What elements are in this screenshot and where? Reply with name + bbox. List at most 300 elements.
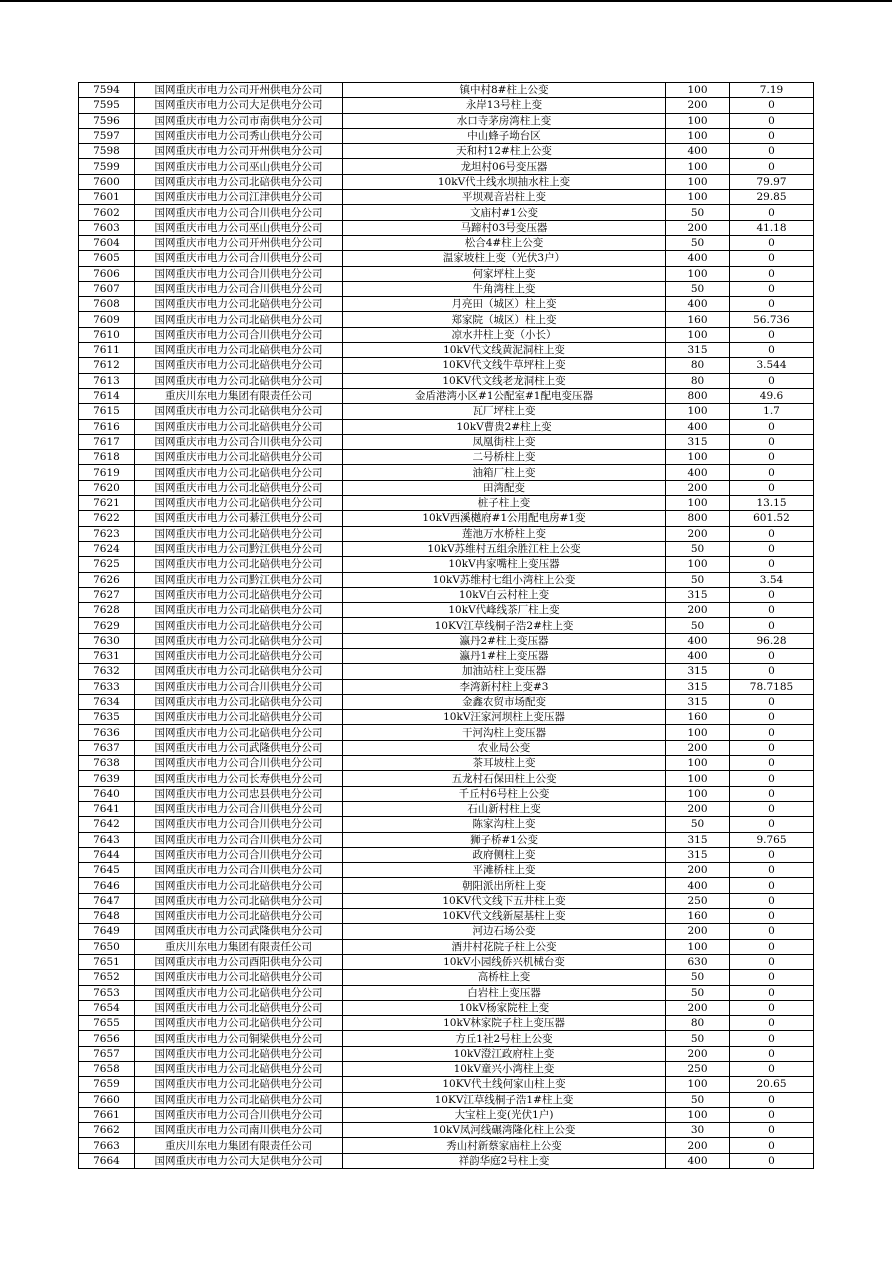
- company-cell: 重庆川东电力集团有限责任公司: [135, 388, 343, 403]
- transformer-name-cell: 10KV代文线新屋基柱上变: [343, 909, 666, 924]
- capacity-cell: 50: [666, 541, 730, 556]
- value-cell: 0: [730, 1062, 814, 1077]
- capacity-cell: 315: [666, 587, 730, 602]
- capacity-cell: 400: [666, 1153, 730, 1168]
- transformer-name-cell: 10kV凤河线碾湾隆化柱上公变: [343, 1123, 666, 1138]
- row-number-cell: 7617: [79, 434, 135, 449]
- value-cell: 0: [730, 939, 814, 954]
- table-row: [79, 664, 814, 679]
- row-number-cell: 7646: [79, 878, 135, 893]
- row-number-cell: 7632: [79, 664, 135, 679]
- table-row: [79, 251, 814, 266]
- company-cell: 国网重庆市电力公司北碚供电分公司: [135, 985, 343, 1000]
- company-cell: 重庆川东电力集团有限责任公司: [135, 1138, 343, 1153]
- value-cell: 0: [730, 970, 814, 985]
- value-cell: 0: [730, 909, 814, 924]
- company-cell: 国网重庆市电力公司北碚供电分公司: [135, 343, 343, 358]
- row-number-cell: 7641: [79, 801, 135, 816]
- company-cell: 国网重庆市电力公司武隆供电分公司: [135, 924, 343, 939]
- row-number-cell: 7611: [79, 343, 135, 358]
- capacity-cell: 100: [666, 786, 730, 801]
- row-number-cell: 7598: [79, 144, 135, 159]
- value-cell: 1.7: [730, 404, 814, 419]
- table-row: [79, 756, 814, 771]
- value-cell: 3.54: [730, 572, 814, 587]
- value-cell: 0: [730, 1031, 814, 1046]
- transformer-name-cell: 10kV小园线侨兴机械台变: [343, 954, 666, 969]
- value-cell: 49.6: [730, 388, 814, 403]
- company-cell: 国网重庆市电力公司酉阳供电分公司: [135, 954, 343, 969]
- capacity-cell: 160: [666, 312, 730, 327]
- capacity-cell: 100: [666, 1077, 730, 1092]
- transformer-name-cell: 10kV代文线黄泥洞柱上变: [343, 343, 666, 358]
- company-cell: 国网重庆市电力公司北碚供电分公司: [135, 1000, 343, 1015]
- value-cell: 0: [730, 878, 814, 893]
- company-cell: 国网重庆市电力公司大足供电分公司: [135, 98, 343, 113]
- table-row: [79, 1123, 814, 1138]
- company-cell: 国网重庆市电力公司合川供电分公司: [135, 327, 343, 342]
- value-cell: 0: [730, 526, 814, 541]
- row-number-cell: 7630: [79, 633, 135, 648]
- transformer-name-cell: 月亮田（城区）柱上变: [343, 297, 666, 312]
- row-number-cell: 7606: [79, 266, 135, 281]
- company-cell: 国网重庆市电力公司北碚供电分公司: [135, 1062, 343, 1077]
- row-number-cell: 7628: [79, 603, 135, 618]
- transformer-name-cell: 油箱厂柱上变: [343, 465, 666, 480]
- transformer-name-cell: 牛角湾柱上变: [343, 281, 666, 296]
- table-row: [79, 496, 814, 511]
- company-cell: 国网重庆市电力公司北碚供电分公司: [135, 694, 343, 709]
- capacity-cell: 315: [666, 694, 730, 709]
- row-number-cell: 7633: [79, 679, 135, 694]
- table-row: [79, 174, 814, 189]
- transformer-name-cell: 文庙村#1公变: [343, 205, 666, 220]
- capacity-cell: 100: [666, 190, 730, 205]
- table-body: [79, 83, 814, 1169]
- table-row: [79, 924, 814, 939]
- capacity-cell: 100: [666, 159, 730, 174]
- table-row: [79, 541, 814, 556]
- row-number-cell: 7660: [79, 1092, 135, 1107]
- company-cell: 国网重庆市电力公司北碚供电分公司: [135, 450, 343, 465]
- capacity-cell: 50: [666, 817, 730, 832]
- capacity-cell: 400: [666, 251, 730, 266]
- table-row: [79, 343, 814, 358]
- transformer-name-cell: 10kV白云村柱上变: [343, 587, 666, 602]
- company-cell: 国网重庆市电力公司巫山供电分公司: [135, 159, 343, 174]
- table-row: [79, 1107, 814, 1122]
- capacity-cell: 160: [666, 710, 730, 725]
- capacity-cell: 400: [666, 297, 730, 312]
- capacity-cell: 315: [666, 434, 730, 449]
- value-cell: 0: [730, 893, 814, 908]
- table-row: [79, 113, 814, 128]
- transformer-name-cell: 10KV代文线下五井柱上变: [343, 893, 666, 908]
- value-cell: 0: [730, 587, 814, 602]
- value-cell: 41.18: [730, 220, 814, 235]
- table-row: [79, 419, 814, 434]
- row-number-cell: 7656: [79, 1031, 135, 1046]
- capacity-cell: 200: [666, 740, 730, 755]
- capacity-cell: 200: [666, 480, 730, 495]
- table-row: [79, 1138, 814, 1153]
- table-row: [79, 939, 814, 954]
- value-cell: 0: [730, 373, 814, 388]
- value-cell: 78.7185: [730, 679, 814, 694]
- transformer-name-cell: 龙坦村06号变压器: [343, 159, 666, 174]
- capacity-cell: 100: [666, 404, 730, 419]
- capacity-cell: 100: [666, 128, 730, 143]
- row-number-cell: 7603: [79, 220, 135, 235]
- transformer-name-cell: 温家坡柱上变（光伏3户）: [343, 251, 666, 266]
- transformer-name-cell: 水口寺茅房湾柱上变: [343, 113, 666, 128]
- table-row: [79, 557, 814, 572]
- value-cell: 0: [730, 664, 814, 679]
- row-number-cell: 7626: [79, 572, 135, 587]
- capacity-cell: 630: [666, 954, 730, 969]
- company-cell: 国网重庆市电力公司北碚供电分公司: [135, 587, 343, 602]
- table-row: [79, 1046, 814, 1061]
- row-number-cell: 7618: [79, 450, 135, 465]
- transformer-name-cell: 10KV江草线桐子浩2#柱上变: [343, 618, 666, 633]
- transformer-name-cell: 陈家沟柱上变: [343, 817, 666, 832]
- company-cell: 国网重庆市电力公司北碚供电分公司: [135, 664, 343, 679]
- table-row: [79, 1016, 814, 1031]
- company-cell: 国网重庆市电力公司合川供电分公司: [135, 281, 343, 296]
- row-number-cell: 7654: [79, 1000, 135, 1015]
- row-number-cell: 7643: [79, 832, 135, 847]
- transformer-name-cell: 天和村12#柱上公变: [343, 144, 666, 159]
- table-row: [79, 679, 814, 694]
- value-cell: 0: [730, 1153, 814, 1168]
- value-cell: 0: [730, 480, 814, 495]
- row-number-cell: 7597: [79, 128, 135, 143]
- row-number-cell: 7657: [79, 1046, 135, 1061]
- row-number-cell: 7655: [79, 1016, 135, 1031]
- table-row: [79, 1062, 814, 1077]
- value-cell: 0: [730, 1000, 814, 1015]
- company-cell: 国网重庆市电力公司黔江供电分公司: [135, 541, 343, 556]
- company-cell: 国网重庆市电力公司北碚供电分公司: [135, 526, 343, 541]
- transformer-name-cell: 凤凰街柱上变: [343, 434, 666, 449]
- transformer-name-cell: 二号桥柱上变: [343, 450, 666, 465]
- capacity-cell: 400: [666, 144, 730, 159]
- transformer-name-cell: 何家坪柱上变: [343, 266, 666, 281]
- transformer-name-cell: 平坝观音岩柱上变: [343, 190, 666, 205]
- capacity-cell: 100: [666, 266, 730, 281]
- value-cell: 0: [730, 98, 814, 113]
- table-row: [79, 434, 814, 449]
- capacity-cell: 315: [666, 664, 730, 679]
- row-number-cell: 7627: [79, 587, 135, 602]
- transformer-name-cell: 10kV澄江政府柱上变: [343, 1046, 666, 1061]
- table-row: [79, 83, 814, 98]
- company-cell: 国网重庆市电力公司綦江供电分公司: [135, 511, 343, 526]
- company-cell: 国网重庆市电力公司大足供电分公司: [135, 1153, 343, 1168]
- table-row: [79, 618, 814, 633]
- value-cell: 0: [730, 465, 814, 480]
- capacity-cell: 80: [666, 373, 730, 388]
- company-cell: 国网重庆市电力公司开州供电分公司: [135, 235, 343, 250]
- row-number-cell: 7605: [79, 251, 135, 266]
- row-number-cell: 7659: [79, 1077, 135, 1092]
- page-top-border: [0, 0, 892, 2]
- company-cell: 国网重庆市电力公司合川供电分公司: [135, 205, 343, 220]
- capacity-cell: 100: [666, 174, 730, 189]
- capacity-cell: 50: [666, 205, 730, 220]
- company-cell: 国网重庆市电力公司合川供电分公司: [135, 251, 343, 266]
- company-cell: 国网重庆市电力公司合川供电分公司: [135, 679, 343, 694]
- value-cell: 0: [730, 786, 814, 801]
- transformer-name-cell: 10kV苏维村五组余胜江柱上公变: [343, 541, 666, 556]
- company-cell: 国网重庆市电力公司北碚供电分公司: [135, 878, 343, 893]
- capacity-cell: 400: [666, 419, 730, 434]
- transformer-name-cell: 桩子柱上变: [343, 496, 666, 511]
- company-cell: 重庆川东电力集团有限责任公司: [135, 939, 343, 954]
- transformer-name-cell: 瀛丹2#柱上变压器: [343, 633, 666, 648]
- row-number-cell: 7647: [79, 893, 135, 908]
- row-number-cell: 7616: [79, 419, 135, 434]
- table-row: [79, 1031, 814, 1046]
- company-cell: 国网重庆市电力公司合川供电分公司: [135, 434, 343, 449]
- row-number-cell: 7619: [79, 465, 135, 480]
- table-row: [79, 771, 814, 786]
- row-number-cell: 7601: [79, 190, 135, 205]
- capacity-cell: 200: [666, 801, 730, 816]
- row-number-cell: 7608: [79, 297, 135, 312]
- company-cell: 国网重庆市电力公司北碚供电分公司: [135, 633, 343, 648]
- value-cell: 0: [730, 756, 814, 771]
- table-row: [79, 373, 814, 388]
- transformer-name-cell: 秀山村新蔡家庙柱上公变: [343, 1138, 666, 1153]
- transformer-name-cell: 大宝柱上变(光伏1户): [343, 1107, 666, 1122]
- table-row: [79, 297, 814, 312]
- capacity-cell: 100: [666, 557, 730, 572]
- value-cell: 3.544: [730, 358, 814, 373]
- table-row: [79, 480, 814, 495]
- company-cell: 国网重庆市电力公司合川供电分公司: [135, 756, 343, 771]
- value-cell: 0: [730, 251, 814, 266]
- capacity-cell: 200: [666, 98, 730, 113]
- capacity-cell: 50: [666, 1092, 730, 1107]
- transformer-name-cell: 10KV代文线牛草坪柱上变: [343, 358, 666, 373]
- transformer-name-cell: 郑家院（城区）柱上变: [343, 312, 666, 327]
- company-cell: 国网重庆市电力公司开州供电分公司: [135, 83, 343, 98]
- value-cell: 29.85: [730, 190, 814, 205]
- transformer-name-cell: 10kV曹贵2#柱上变: [343, 419, 666, 434]
- company-cell: 国网重庆市电力公司北碚供电分公司: [135, 1092, 343, 1107]
- value-cell: 0: [730, 771, 814, 786]
- company-cell: 国网重庆市电力公司合川供电分公司: [135, 801, 343, 816]
- row-number-cell: 7599: [79, 159, 135, 174]
- transformer-name-cell: 酒井村花院子柱上公变: [343, 939, 666, 954]
- value-cell: 0: [730, 985, 814, 1000]
- value-cell: 0: [730, 159, 814, 174]
- transformer-name-cell: 加油站柱上变压器: [343, 664, 666, 679]
- row-number-cell: 7624: [79, 541, 135, 556]
- transformer-name-cell: 田湾配变: [343, 480, 666, 495]
- value-cell: 13.15: [730, 496, 814, 511]
- capacity-cell: 400: [666, 633, 730, 648]
- row-number-cell: 7653: [79, 985, 135, 1000]
- table-row: [79, 710, 814, 725]
- row-number-cell: 7650: [79, 939, 135, 954]
- company-cell: 国网重庆市电力公司北碚供电分公司: [135, 373, 343, 388]
- capacity-cell: 50: [666, 985, 730, 1000]
- value-cell: 0: [730, 419, 814, 434]
- value-cell: 0: [730, 1107, 814, 1122]
- company-cell: 国网重庆市电力公司江津供电分公司: [135, 190, 343, 205]
- company-cell: 国网重庆市电力公司北碚供电分公司: [135, 603, 343, 618]
- company-cell: 国网重庆市电力公司南川供电分公司: [135, 1123, 343, 1138]
- capacity-cell: 100: [666, 756, 730, 771]
- capacity-cell: 200: [666, 1138, 730, 1153]
- company-cell: 国网重庆市电力公司北碚供电分公司: [135, 710, 343, 725]
- capacity-cell: 200: [666, 526, 730, 541]
- transformer-name-cell: 中山蜂子坳台区: [343, 128, 666, 143]
- capacity-cell: 200: [666, 863, 730, 878]
- company-cell: 国网重庆市电力公司巫山供电分公司: [135, 220, 343, 235]
- value-cell: 0: [730, 618, 814, 633]
- row-number-cell: 7602: [79, 205, 135, 220]
- value-cell: 0: [730, 710, 814, 725]
- capacity-cell: 100: [666, 771, 730, 786]
- table-row: [79, 633, 814, 648]
- company-cell: 国网重庆市电力公司黔江供电分公司: [135, 572, 343, 587]
- transformer-name-cell: 金盾港湾小区#1公配室#1配电变压器: [343, 388, 666, 403]
- capacity-cell: 800: [666, 511, 730, 526]
- value-cell: 0: [730, 817, 814, 832]
- row-number-cell: 7612: [79, 358, 135, 373]
- transformer-name-cell: 凉水井柱上变（小长）: [343, 327, 666, 342]
- row-number-cell: 7615: [79, 404, 135, 419]
- company-cell: 国网重庆市电力公司忠县供电分公司: [135, 786, 343, 801]
- row-number-cell: 7644: [79, 847, 135, 862]
- company-cell: 国网重庆市电力公司北碚供电分公司: [135, 1016, 343, 1031]
- table-row: [79, 388, 814, 403]
- row-number-cell: 7609: [79, 312, 135, 327]
- capacity-cell: 50: [666, 281, 730, 296]
- transformer-name-cell: 方丘1社2号柱上公变: [343, 1031, 666, 1046]
- row-number-cell: 7637: [79, 740, 135, 755]
- transformer-name-cell: 李湾新村柱上变#3: [343, 679, 666, 694]
- table-row: [79, 954, 814, 969]
- transformer-name-cell: 金鑫农贸市场配变: [343, 694, 666, 709]
- row-number-cell: 7662: [79, 1123, 135, 1138]
- row-number-cell: 7648: [79, 909, 135, 924]
- capacity-cell: 100: [666, 939, 730, 954]
- value-cell: 0: [730, 801, 814, 816]
- transformer-name-cell: 石山新村柱上变: [343, 801, 666, 816]
- capacity-cell: 100: [666, 113, 730, 128]
- company-cell: 国网重庆市电力公司合川供电分公司: [135, 1107, 343, 1122]
- value-cell: 0: [730, 1046, 814, 1061]
- row-number-cell: 7638: [79, 756, 135, 771]
- capacity-cell: 50: [666, 572, 730, 587]
- table-row: [79, 893, 814, 908]
- capacity-cell: 100: [666, 496, 730, 511]
- row-number-cell: 7600: [79, 174, 135, 189]
- value-cell: 0: [730, 924, 814, 939]
- capacity-cell: 250: [666, 893, 730, 908]
- capacity-cell: 250: [666, 1062, 730, 1077]
- row-number-cell: 7651: [79, 954, 135, 969]
- row-number-cell: 7607: [79, 281, 135, 296]
- transformer-name-cell: 永岸13号柱上变: [343, 98, 666, 113]
- capacity-cell: 200: [666, 220, 730, 235]
- value-cell: 79.97: [730, 174, 814, 189]
- row-number-cell: 7639: [79, 771, 135, 786]
- capacity-cell: 400: [666, 878, 730, 893]
- table-row: [79, 526, 814, 541]
- value-cell: 0: [730, 863, 814, 878]
- transformer-name-cell: 干河沟柱上变压器: [343, 725, 666, 740]
- transformer-name-cell: 莲池万水桥柱上变: [343, 526, 666, 541]
- table-row: [79, 847, 814, 862]
- transformer-name-cell: 10kV童兴小湾柱上变: [343, 1062, 666, 1077]
- company-cell: 国网重庆市电力公司合川供电分公司: [135, 847, 343, 862]
- company-cell: 国网重庆市电力公司北碚供电分公司: [135, 618, 343, 633]
- capacity-cell: 50: [666, 235, 730, 250]
- row-number-cell: 7652: [79, 970, 135, 985]
- table-row: [79, 205, 814, 220]
- capacity-cell: 100: [666, 1107, 730, 1122]
- capacity-cell: 315: [666, 343, 730, 358]
- value-cell: 0: [730, 297, 814, 312]
- value-cell: 0: [730, 1092, 814, 1107]
- row-number-cell: 7658: [79, 1062, 135, 1077]
- company-cell: 国网重庆市电力公司北碚供电分公司: [135, 465, 343, 480]
- company-cell: 国网重庆市电力公司合川供电分公司: [135, 832, 343, 847]
- value-cell: 7.19: [730, 83, 814, 98]
- capacity-cell: 315: [666, 847, 730, 862]
- table-row: [79, 235, 814, 250]
- row-number-cell: 7610: [79, 327, 135, 342]
- value-cell: 0: [730, 847, 814, 862]
- company-cell: 国网重庆市电力公司北碚供电分公司: [135, 174, 343, 189]
- value-cell: 0: [730, 725, 814, 740]
- value-cell: 0: [730, 343, 814, 358]
- table-row: [79, 572, 814, 587]
- row-number-cell: 7664: [79, 1153, 135, 1168]
- capacity-cell: 200: [666, 603, 730, 618]
- table-row: [79, 327, 814, 342]
- company-cell: 国网重庆市电力公司北碚供电分公司: [135, 358, 343, 373]
- transformer-name-cell: 农业局公变: [343, 740, 666, 755]
- value-cell: 0: [730, 557, 814, 572]
- table-row: [79, 878, 814, 893]
- company-cell: 国网重庆市电力公司武隆供电分公司: [135, 740, 343, 755]
- transformer-name-cell: 狮子桥#1公变: [343, 832, 666, 847]
- company-cell: 国网重庆市电力公司长寿供电分公司: [135, 771, 343, 786]
- row-number-cell: 7640: [79, 786, 135, 801]
- table-row: [79, 648, 814, 663]
- value-cell: 601.52: [730, 511, 814, 526]
- row-number-cell: 7613: [79, 373, 135, 388]
- company-cell: 国网重庆市电力公司北碚供电分公司: [135, 648, 343, 663]
- table-row: [79, 909, 814, 924]
- company-cell: 国网重庆市电力公司北碚供电分公司: [135, 419, 343, 434]
- value-cell: 0: [730, 128, 814, 143]
- table-row: [79, 1000, 814, 1015]
- table-row: [79, 725, 814, 740]
- row-number-cell: 7661: [79, 1107, 135, 1122]
- table-row: [79, 817, 814, 832]
- row-number-cell: 7614: [79, 388, 135, 403]
- table-row: [79, 985, 814, 1000]
- table-row: [79, 465, 814, 480]
- transformer-name-cell: 白岩柱上变压器: [343, 985, 666, 1000]
